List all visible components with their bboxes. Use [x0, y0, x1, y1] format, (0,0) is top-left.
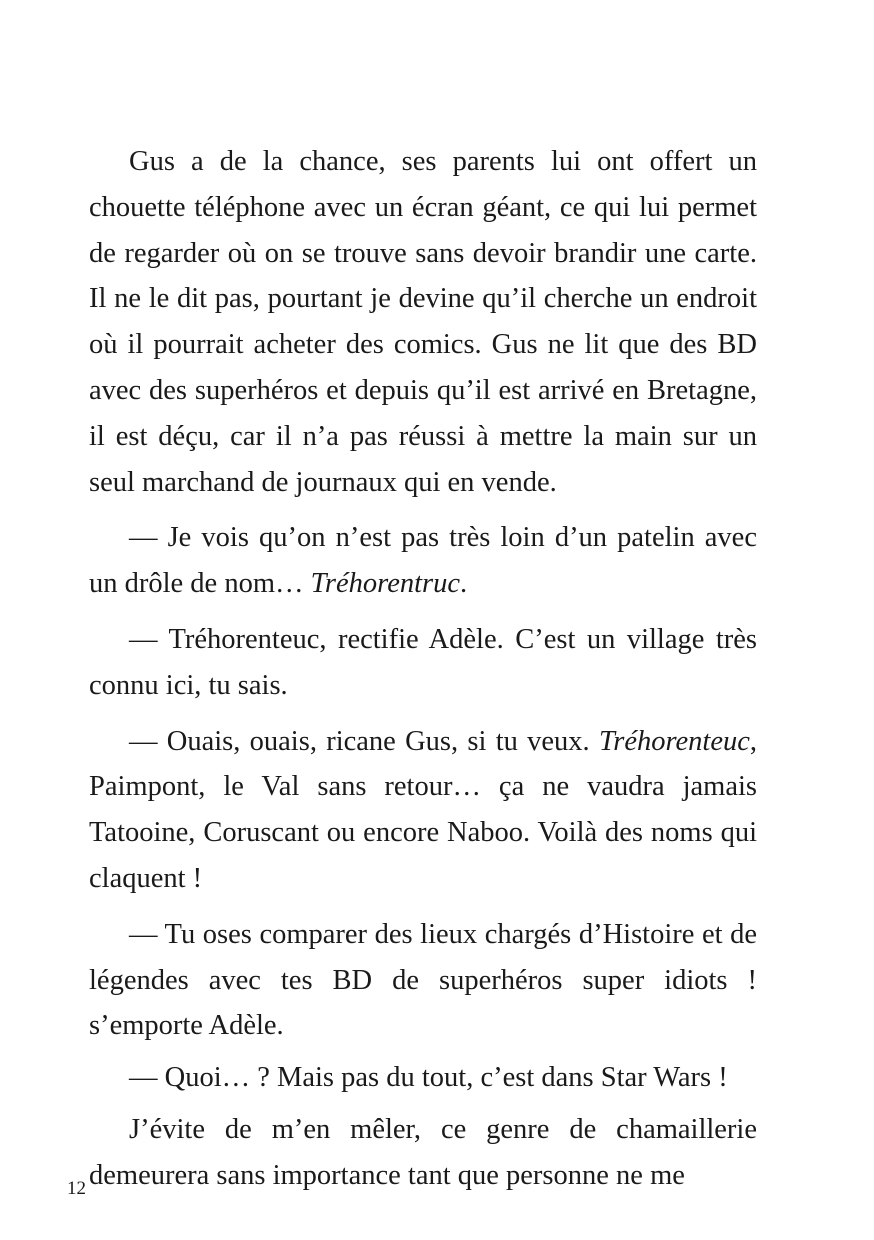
paragraph-2-end: .: [460, 568, 468, 600]
paragraph-1-text: Gus a de la chance, ses parents lui ont offert un chouette téléphone avec un écran géant, ce qui lui permet de regarder où on se trouve sans devoir brandir une carte. Il ne le dit pas, pourtant je devine qu’il cherche un endroit où il pourrait acheter des comics. Gus ne lit que des BD avec des superhéros et depuis qu’il est arrivé en Bretagne, il est déçu, car il n’a pas réussi à mettre la main sur un seul marchand de journaux qui en vende.: [89, 146, 757, 498]
paragraph-3: [89, 617, 757, 709]
paragraph-3-text: — Tréhorenteuc, rectifie Adèle. C’est un village très connu ici, tu sais.: [89, 623, 757, 701]
paragraph-7-text: J’évite de m’en mêler, ce genre de chamaillerie demeurera sans importance tant que personne ne me: [89, 1113, 757, 1191]
paragraph-4-italic: Tréhorenteuc: [598, 725, 750, 757]
paragraph-2: [89, 515, 757, 607]
paragraph-4-end: , Paimpont, le Val sans retour… ça ne vaudra jamais Tatooine, Coruscant ou encore Naboo. Voilà des noms qui claquent !: [89, 725, 757, 894]
paragraph-5: [89, 912, 757, 1049]
paragraph-7: [89, 1107, 757, 1199]
paragraph-5-text: — Tu oses comparer des lieux chargés d’Histoire et de légendes avec tes BD de superhéros super idiots ! s’emporte Adèle.: [89, 918, 757, 1042]
body-text: [89, 139, 757, 1199]
paragraph-2-italic: Tréhorentruc: [310, 568, 461, 600]
paragraph-6-text: — Quoi… ? Mais pas du tout, c’est dans Star Wars !: [129, 1062, 728, 1094]
page-number: 12: [67, 1178, 86, 1199]
paragraph-4: [89, 719, 757, 902]
paragraph-1: [89, 139, 757, 505]
paragraph-4-text: — Ouais, ouais, ricane Gus, si tu veux.: [129, 725, 599, 757]
paragraph-2-text: — Je vois qu’on n’est pas très loin d’un patelin avec un drôle de nom…: [89, 522, 757, 600]
paragraph-6: [89, 1055, 757, 1101]
